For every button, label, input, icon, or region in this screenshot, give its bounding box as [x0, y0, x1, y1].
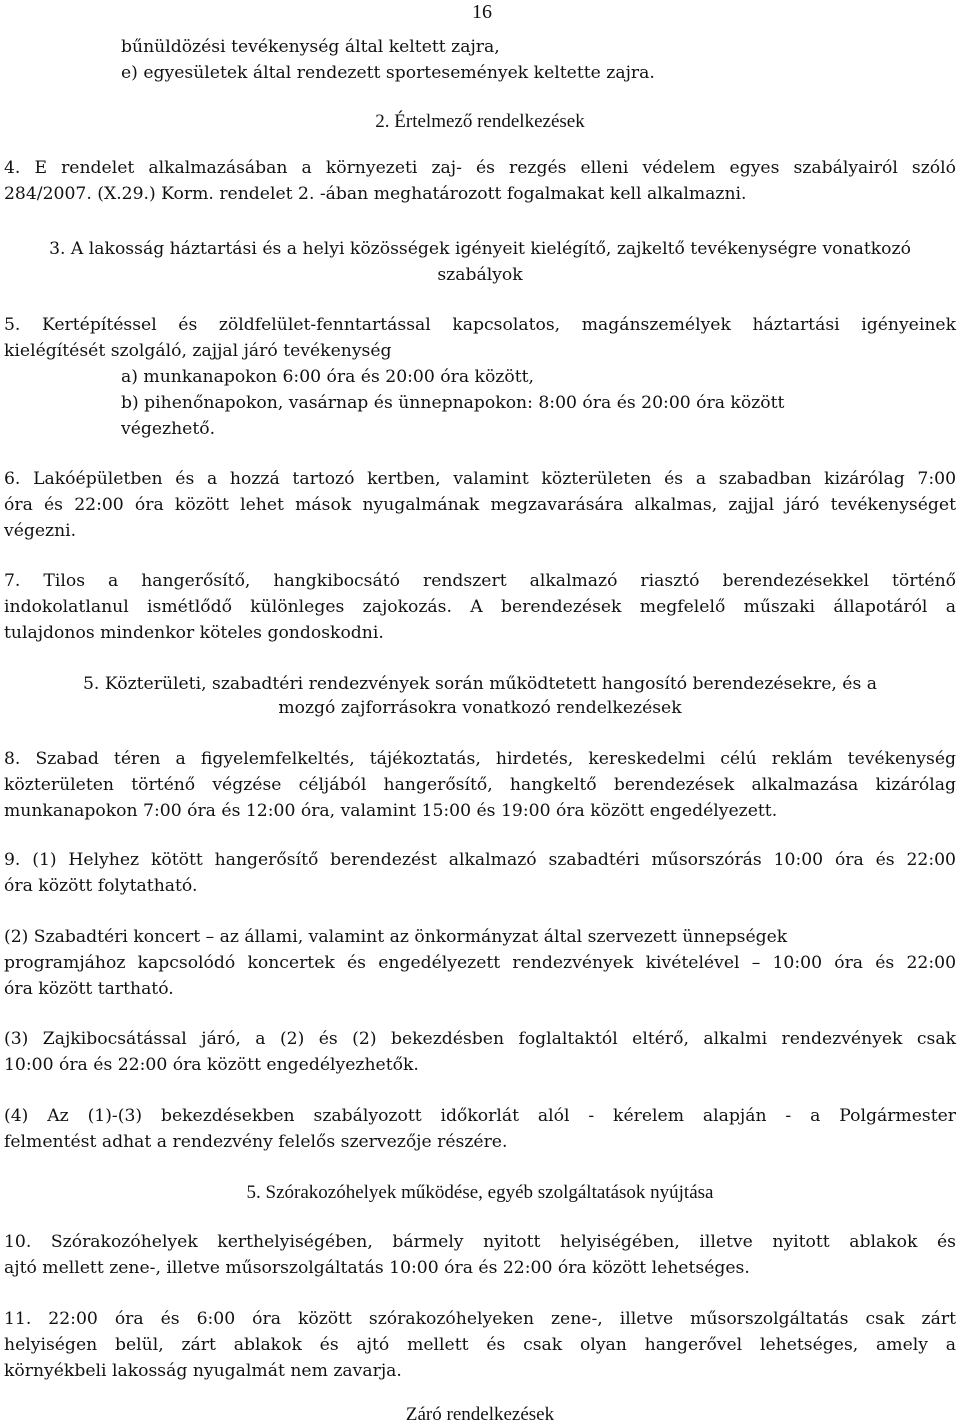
paragraph-5: kielégítését szolgáló, zajjal járó tevékenység: [4, 341, 392, 361]
section-heading: 5. Közterületi, szabadtéri rendezvények során működtetett hangosító berendezésekre, és a: [83, 674, 877, 694]
list-item: végezhető.: [121, 419, 216, 439]
paragraph-9-2: óra között tartható.: [4, 979, 174, 999]
intro-line: e) egyesületek által rendezett sportesemények keltette zajra.: [121, 63, 655, 83]
paragraph-6: végezni.: [4, 521, 77, 541]
paragraph-4: 4. E rendelet alkalmazásában a környezeti zaj- és rezgés elleni védelem egyes szabályairól szóló: [4, 158, 956, 178]
paragraph-9-2: (2) Szabadtéri koncert – az állami, valamint az önkormányzat által szervezett ünnepségek: [4, 927, 788, 947]
paragraph-7: indokolatlanul ismétlődő különleges zajokozás. A berendezések megfelelő műszaki állapotáról a: [4, 597, 956, 617]
paragraph-7: tulajdonos mindenkor köteles gondoskodni.: [4, 623, 384, 643]
paragraph-6: óra és 22:00 óra között lehet mások nyugalmának megzavarására alkalmas, zajjal járó tevékenységet: [4, 495, 956, 515]
page-number: 16: [472, 1, 492, 23]
paragraph-8: 8. Szabad téren a figyelemfelkeltés, tájékoztatás, hirdetés, kereskedelmi célú reklám tevékenység: [4, 749, 956, 769]
paragraph-6: 6. Lakóépületben és a hozzá tartozó kertben, valamint közterületen és a szabadban kizárólag 7:00: [4, 469, 956, 489]
paragraph-9-1: 9. (1) Helyhez kötött hangerősítő berendezést alkalmazó szabadtéri műsorszórás 10:00 óra és 22:00: [4, 850, 956, 870]
paragraph-11: 11. 22:00 óra és 6:00 óra között szórakozóhelyeken zene-, illetve műsorszolgáltatás csak zárt: [4, 1309, 956, 1329]
section-heading: 3. A lakosság háztartási és a helyi közösségek igényeit kielégítő, zajkeltő tevékenységre vonatkozó: [49, 239, 911, 259]
section-heading: szabályok: [437, 265, 523, 285]
section-heading: Záró rendelkezések: [405, 1404, 555, 1425]
paragraph-9-4: (4) Az (1)-(3) bekezdésekben szabályozott időkorlát alól - kérelem alapján - a Polgármester: [4, 1106, 956, 1126]
paragraph-10: 10. Szórakozóhelyek kerthelyiségében, bármely nyitott helyiségében, illetve nyitott ablakok és: [4, 1232, 956, 1252]
paragraph-9-3: 10:00 óra és 22:00 óra között engedélyezhetők.: [4, 1055, 419, 1075]
paragraph-9-4: felmentést adhat a rendezvény felelős szervezője részére.: [4, 1132, 508, 1152]
paragraph-11: helyiségen belül, zárt ablakok és ajtó mellett és csak olyan hangerővel lehetséges, amely a: [4, 1335, 956, 1355]
paragraph-4: 284/2007. (X.29.) Korm. rendelet 2. -ában meghatározott fogalmakat kell alkalmazni.: [4, 184, 747, 204]
paragraph-7: 7. Tilos a hangerősítő, hangkibocsátó rendszert alkalmazó riasztó berendezésekkel történő: [4, 571, 956, 591]
list-item: b) pihenőnapokon, vasárnap és ünnepnapokon: 8:00 óra és 20:00 óra között: [121, 393, 785, 413]
list-item: a) munkanapokon 6:00 óra és 20:00 óra között,: [121, 367, 534, 387]
section-heading: mozgó zajforrásokra vonatkozó rendelkezések: [278, 698, 682, 718]
section-heading: 5. Szórakozóhelyek működése, egyéb szolgáltatások nyújtása: [246, 1182, 714, 1203]
paragraph-8: munkanapokon 7:00 óra és 12:00 óra, valamint 15:00 és 19:00 óra között engedélyezett.: [4, 801, 778, 821]
intro-line: bűnüldözési tevékenység által keltett zajra,: [121, 37, 500, 57]
section-heading: 2. Értelmező rendelkezések: [375, 111, 585, 132]
paragraph-5: 5. Kertépítéssel és zöldfelület-fenntartással kapcsolatos, magánszemélyek háztartási igényeinek: [4, 315, 956, 335]
paragraph-9-1: óra között folytatható.: [4, 876, 198, 896]
paragraph-9-3: (3) Zajkibocsátással járó, a (2) és (2) bekezdésben foglaltaktól eltérő, alkalmi rendezvények csak: [4, 1029, 956, 1049]
paragraph-11: környékbeli lakosság nyugalmát nem zavarja.: [4, 1361, 402, 1381]
paragraph-9-2: programjához kapcsolódó koncertek és engedélyezett rendezvények kivételével – 10:00 óra és 22:00: [4, 953, 956, 973]
paragraph-8: közterületen történő végzése céljából hangerősítő, hangkeltő berendezések alkalmazása kizárólag: [4, 775, 956, 795]
paragraph-10: ajtó mellett zene-, illetve műsorszolgáltatás 10:00 óra és 22:00 óra között lehetséges.: [4, 1258, 750, 1278]
